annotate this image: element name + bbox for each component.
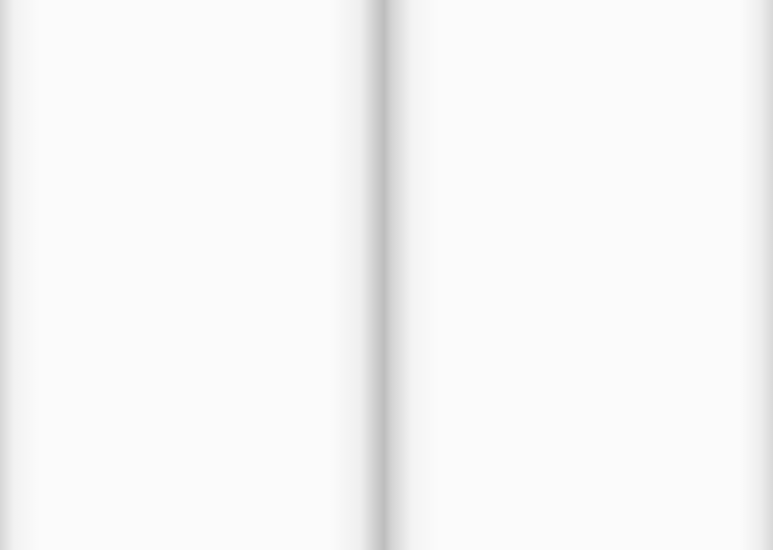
page-footer bbox=[496, 476, 696, 506]
footer-ornament-right-icon bbox=[222, 478, 294, 504]
left-page bbox=[0, 0, 384, 550]
footer-ornament-left-icon bbox=[507, 478, 579, 504]
top-ornament bbox=[32, 12, 350, 52]
page-footer bbox=[105, 476, 305, 506]
footer-ornament-left-icon bbox=[116, 478, 188, 504]
right-page-text bbox=[446, 66, 716, 94]
right-page bbox=[386, 0, 773, 550]
left-page-text bbox=[62, 66, 330, 94]
footer-ornament-right-icon bbox=[613, 478, 685, 504]
top-ornament bbox=[424, 12, 742, 52]
floral-vine-ornament-icon bbox=[424, 12, 742, 52]
floral-vine-ornament-icon bbox=[32, 12, 350, 52]
